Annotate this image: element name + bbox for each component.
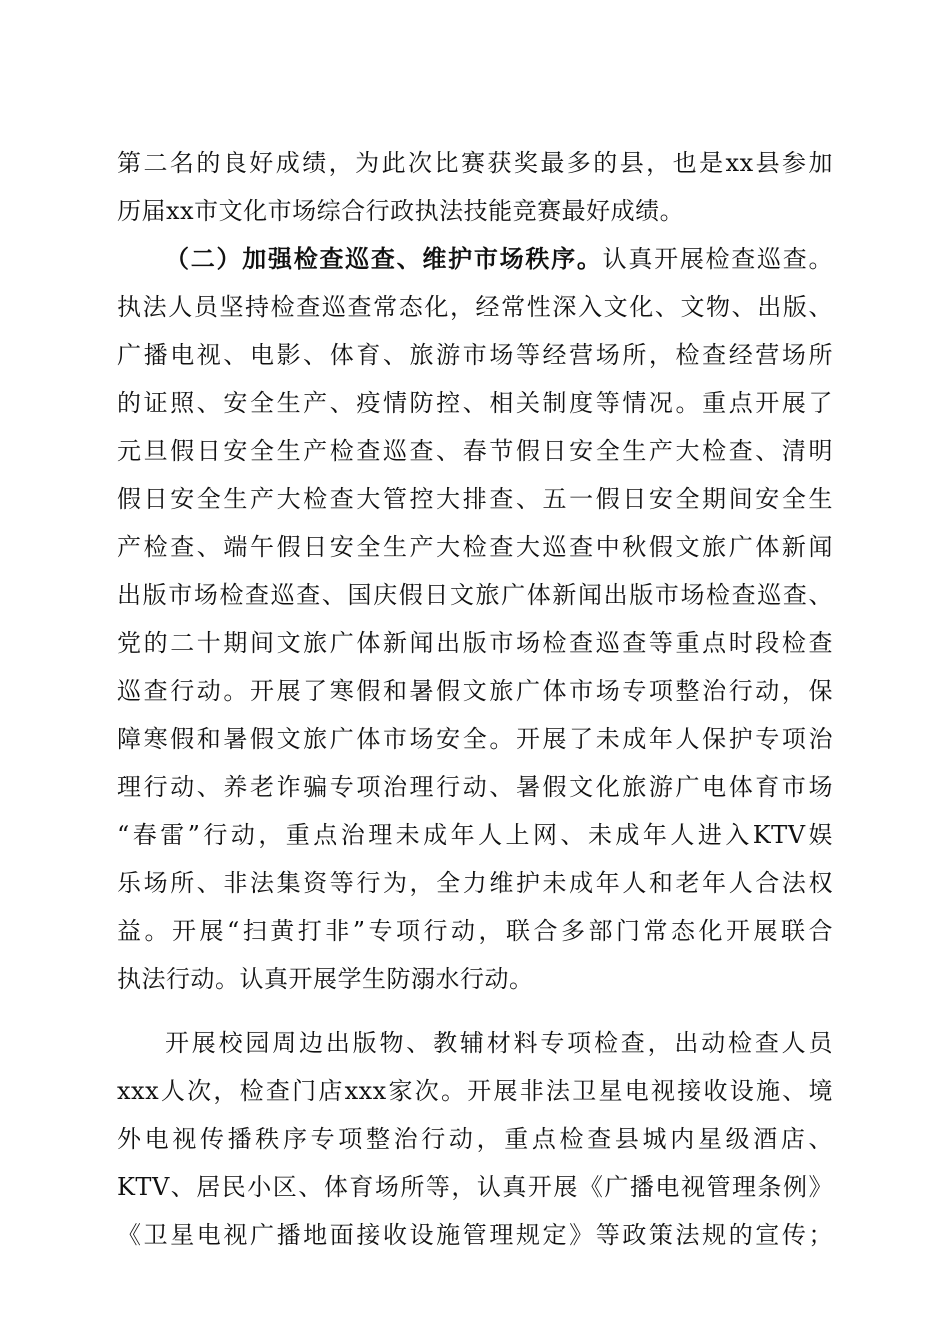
text-line: 理行动、养老诈骗专项治理行动、暑假文化旅游广电体育市场 [117,773,833,801]
text-line: 外电视传播秩序专项整治行动，重点检查县城内星级酒店、 [117,1125,833,1153]
paragraph-spacer [117,1003,833,1019]
text-line: 广播电视、电影、体育、旅游市场等经营场所，检查经营场所 [117,341,833,369]
section-heading: （二）加强检查巡查、维护市场秩序。 [165,244,603,273]
text-line: xxx人次，检查门店xxx家次。开展非法卫星电视接收设施、境 [117,1077,833,1105]
text-line: 党的二十期间文旅广体新闻出版市场检查巡查等重点时段检查 [117,629,833,657]
text-line: 假日安全生产大检查大管控大排查、五一假日安全期间安全生 [117,485,833,513]
text-line: 障寒假和暑假文旅广体市场安全。开展了未成年人保护专项治 [117,725,833,753]
text-line: KTV、居民小区、体育场所等，认真开展《广播电视管理条例》 [117,1173,833,1201]
section-heading-line [117,235,833,283]
text-line: 产检查、端午假日安全生产大检查大巡查中秋假文旅广体新闻 [117,533,833,561]
text-line: 出版市场检查巡查、国庆假日文旅广体新闻出版市场检查巡查、 [117,581,833,609]
text-line: 第二名的良好成绩，为此次比赛获奖最多的县，也是xx县参加 [117,149,833,177]
text-line: 《卫星电视广播地面接收设施管理规定》等政策法规的宣传； [117,1221,833,1249]
text-line: 巡查行动。开展了寒假和暑假文旅广体市场专项整治行动，保 [117,677,833,705]
document-body [117,139,833,1259]
text-line: “春雷”行动，重点治理未成年人上网、未成年人进入KTV娱 [117,821,833,849]
paragraph-campus-inspection [117,1019,833,1259]
text-line: 历届xx市文化市场综合行政执法技能竞赛最好成绩。 [117,197,685,225]
text-line: 的证照、安全生产、疫情防控、相关制度等情况。重点开展了 [117,389,833,417]
heading-line-text: 认真开展检查巡查。 [602,245,834,273]
paragraph-inspection [117,235,833,1003]
text-line: 元旦假日安全生产检查巡查、春节假日安全生产大检查、清明 [117,437,833,465]
paragraph-continuation [117,139,833,235]
text-line: 开展校园周边出版物、教辅材料专项检查，出动检查人员 [165,1029,833,1057]
text-line: 执法人员坚持检查巡查常态化，经常性深入文化、文物、出版、 [117,293,833,321]
text-line: 乐场所、非法集资等行为，全力维护未成年人和老年人合法权 [117,869,833,897]
text-line: 执法行动。认真开展学生防溺水行动。 [117,965,534,993]
text-line: 益。开展“扫黄打非”专项行动，联合多部门常态化开展联合 [117,917,833,945]
